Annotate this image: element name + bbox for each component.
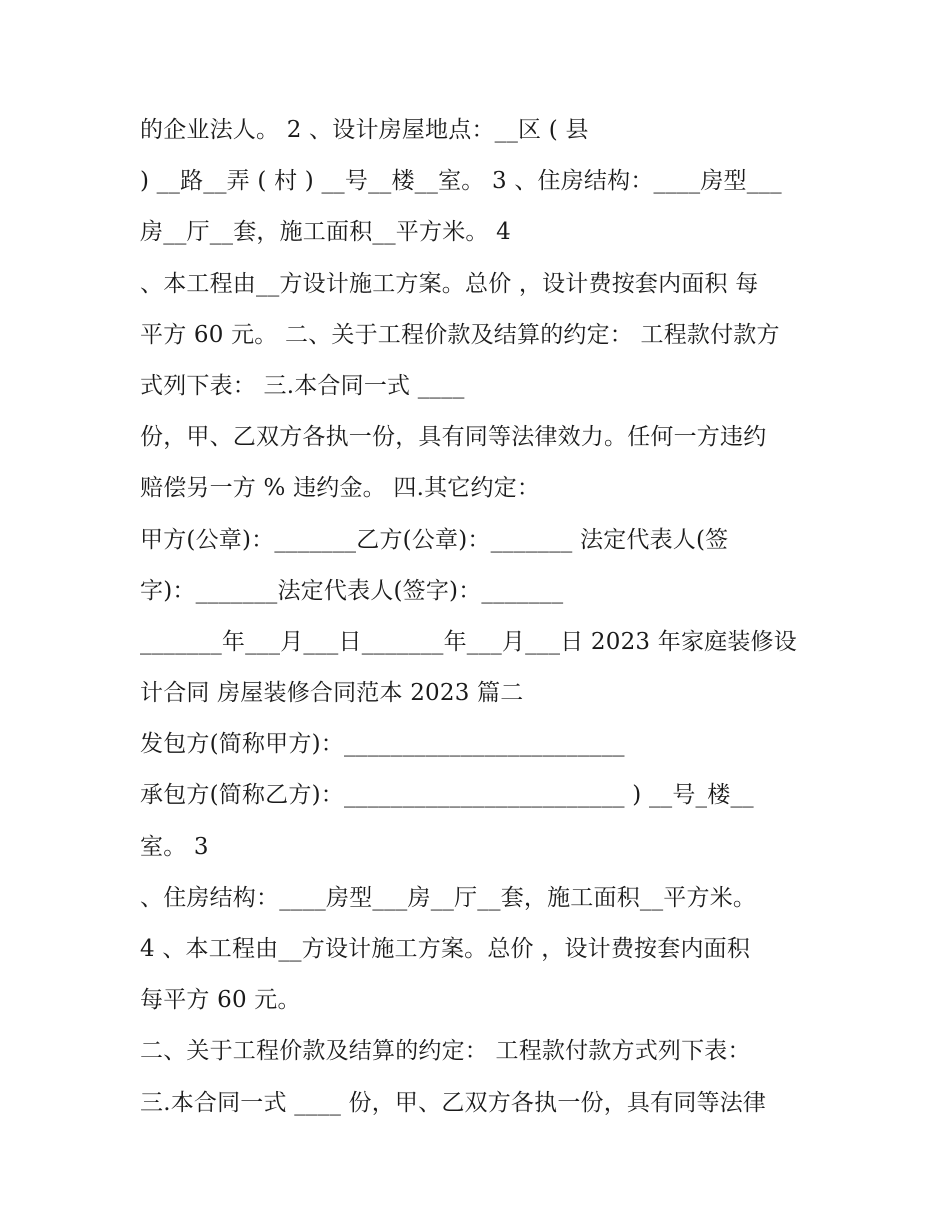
text-line: 4 、本工程由__方设计施工方案。总价 ，设计费按套内面积 bbox=[140, 936, 751, 962]
text-line: 的企业法人。 2 、设计房屋地点：__区 ( 县 bbox=[140, 117, 589, 143]
text-line: 二、关于工程价款及结算的约定： 工程款付款方式列下表： bbox=[140, 1038, 751, 1065]
text-line: 承包方(简称乙方)：________________________ ) __号_楼__ bbox=[140, 782, 754, 809]
text-line: 、住房结构：____房型___房__厅__套，施工面积__平方米。 bbox=[140, 884, 757, 911]
text-line: 、本工程由__方设计施工方案。总价 ，设计费按套内面积 每 bbox=[140, 270, 759, 297]
text-line: 每平方 60 元。 bbox=[140, 987, 301, 1014]
text-line: 计合同 房屋装修合同范本 2023 篇二 bbox=[140, 680, 524, 707]
text-line: 平方 60 元。 二、关于工程价款及结算的约定： 工程款付款方 bbox=[140, 321, 780, 348]
text-line: 式列下表： 三.本合同一式 ____ bbox=[140, 372, 465, 399]
text-line: 份，甲、乙双方各执一份，具有同等法律效力。任何一方违约 bbox=[140, 424, 767, 451]
text-line: 赔偿另一方 % 违约金。 四.其它约定： bbox=[140, 475, 541, 502]
text-line: 甲方(公章)：_______乙方(公章)：_______ 法定代表人(签 bbox=[140, 526, 729, 553]
text-line: 三.本合同一式 ____ 份，甲、乙双方各执一份，具有同等法律 bbox=[140, 1089, 767, 1116]
contract-text bbox=[140, 105, 820, 1129]
text-line: 室。 3 bbox=[140, 833, 209, 860]
text-line: 字)：_______法定代表人(签字)：_______ bbox=[140, 577, 564, 604]
text-line: ) __路__弄 ( 村 ) __号__楼__室。 3 、住房结构：____房型___ bbox=[140, 168, 782, 195]
text-line: 房__厅__套，施工面积__平方米。 4 bbox=[140, 219, 511, 246]
text-line: 发包方(简称甲方)：________________________ bbox=[140, 731, 625, 758]
text-line: _______年___月___日_______年___月___日 2023 年家庭装修设 bbox=[140, 628, 797, 655]
